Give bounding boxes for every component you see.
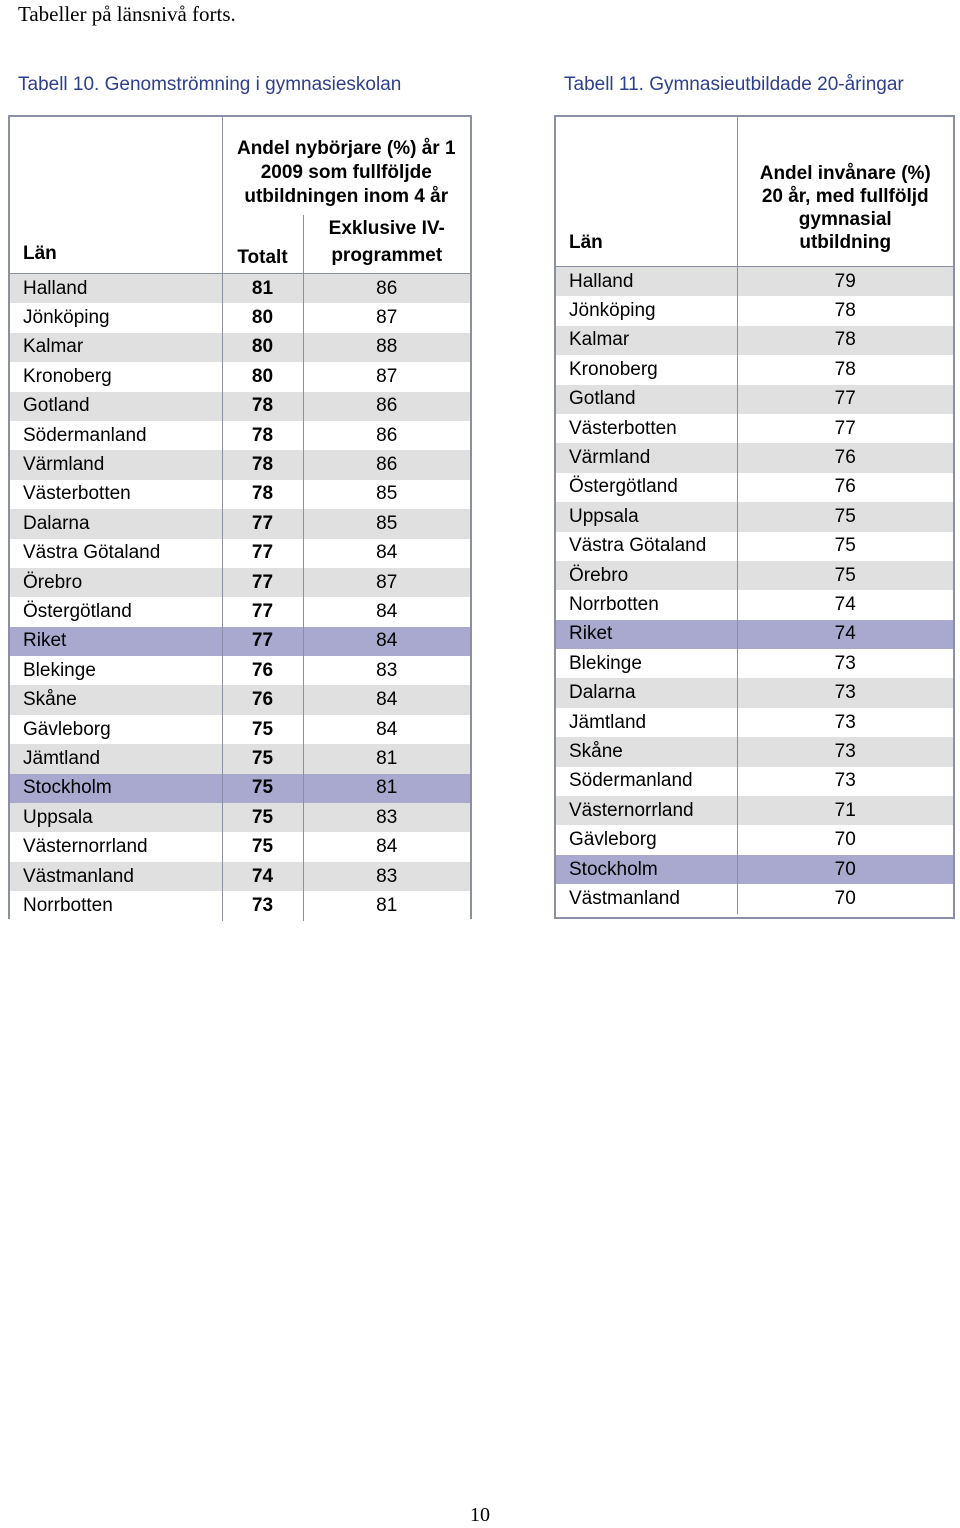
cell-lan: Värmland [556,443,737,472]
table-11-grid [556,117,953,914]
cell-exklusive: 84 [303,715,470,744]
cell-lan: Blekinge [10,656,222,685]
table-row [10,392,470,421]
table-row [10,774,470,803]
cell-totalt: 80 [222,362,303,391]
cell-exklusive: 83 [303,656,470,685]
cell-lan: Riket [556,620,737,649]
cell-lan: Halland [10,274,222,304]
cell-andel: 78 [737,326,953,355]
cell-exklusive: 87 [303,362,470,391]
cell-totalt: 76 [222,685,303,714]
page-heading: Tabeller på länsnivå forts. [18,2,236,26]
cell-exklusive: 86 [303,274,470,304]
cell-totalt: 78 [222,480,303,509]
cell-lan: Östergötland [10,597,222,626]
table-row [556,708,953,737]
table-row [556,473,953,502]
cell-lan: Jönköping [10,303,222,332]
cell-lan: Västerbotten [10,480,222,509]
cell-andel: 70 [737,884,953,913]
cell-totalt: 75 [222,803,303,832]
cell-exklusive: 86 [303,421,470,450]
cell-lan: Kalmar [10,333,222,362]
cell-lan: Kronoberg [556,355,737,384]
cell-andel: 74 [737,620,953,649]
cell-totalt: 77 [222,539,303,568]
cell-lan: Dalarna [556,678,737,707]
cell-totalt: 80 [222,303,303,332]
header-group: Andel nybörjare (%) år 1 2009 som fullföljde utbildningen inom 4 år [222,117,470,215]
cell-totalt: 75 [222,715,303,744]
table-row [556,502,953,531]
table-row [10,715,470,744]
table-row [556,884,953,913]
table-11 [554,115,955,919]
cell-andel: 73 [737,708,953,737]
cell-exklusive: 84 [303,832,470,861]
table-row [556,855,953,884]
cell-exklusive: 86 [303,392,470,421]
cell-andel: 73 [737,737,953,766]
cell-lan: Örebro [556,561,737,590]
header-totalt: Totalt [222,215,303,274]
cell-totalt: 77 [222,627,303,656]
cell-lan: Västmanland [556,884,737,913]
cell-andel: 73 [737,649,953,678]
table-row [10,303,470,332]
cell-lan: Dalarna [10,509,222,538]
cell-lan: Jämtland [10,744,222,773]
cell-exklusive: 83 [303,803,470,832]
cell-andel: 77 [737,414,953,443]
cell-lan: Halland [556,267,737,297]
header-lan: Län [10,117,222,274]
table-11-title: Tabell 11. Gymnasieutbildade 20-åringar [564,74,904,95]
cell-totalt: 81 [222,274,303,304]
table-row [556,620,953,649]
table-row [556,737,953,766]
cell-lan: Jämtland [556,708,737,737]
cell-exklusive: 87 [303,568,470,597]
page-number: 10 [470,1504,490,1526]
cell-exklusive: 84 [303,597,470,626]
cell-exklusive: 81 [303,774,470,803]
cell-totalt: 77 [222,568,303,597]
cell-exklusive: 85 [303,509,470,538]
cell-exklusive: 86 [303,450,470,479]
cell-totalt: 74 [222,862,303,891]
table-row [556,296,953,325]
cell-exklusive: 83 [303,862,470,891]
cell-lan: Gotland [10,392,222,421]
cell-andel: 79 [737,267,953,297]
table-row [10,509,470,538]
cell-exklusive: 81 [303,744,470,773]
cell-lan: Östergötland [556,473,737,502]
cell-lan: Blekinge [556,649,737,678]
table-row [556,767,953,796]
cell-lan: Västmanland [10,862,222,891]
cell-lan: Skåne [10,685,222,714]
cell-totalt: 75 [222,832,303,861]
cell-lan: Uppsala [556,502,737,531]
cell-exklusive: 84 [303,539,470,568]
table-row [10,421,470,450]
cell-lan: Gotland [556,385,737,414]
cell-lan: Södermanland [556,767,737,796]
cell-totalt: 75 [222,774,303,803]
cell-lan: Skåne [556,737,737,766]
cell-andel: 73 [737,678,953,707]
table-row [556,649,953,678]
table-row [10,362,470,391]
cell-lan: Värmland [10,450,222,479]
cell-andel: 70 [737,855,953,884]
table-row [556,678,953,707]
cell-lan: Västra Götaland [10,539,222,568]
cell-totalt: 76 [222,656,303,685]
cell-andel: 70 [737,825,953,854]
cell-totalt: 78 [222,450,303,479]
cell-lan: Södermanland [10,421,222,450]
cell-lan: Gävleborg [10,715,222,744]
table-row [10,450,470,479]
cell-totalt: 78 [222,421,303,450]
table-row [556,326,953,355]
table-row [10,862,470,891]
cell-lan: Västernorrland [10,832,222,861]
table-row [556,414,953,443]
table-row [556,385,953,414]
cell-totalt: 77 [222,509,303,538]
table-row [556,443,953,472]
table-row [10,627,470,656]
cell-lan: Gävleborg [556,825,737,854]
cell-andel: 75 [737,561,953,590]
table-row [10,891,470,920]
table-row [556,796,953,825]
cell-andel: 75 [737,502,953,531]
cell-lan: Stockholm [556,855,737,884]
cell-totalt: 73 [222,891,303,920]
cell-lan: Norrbotten [10,891,222,920]
cell-andel: 75 [737,532,953,561]
cell-andel: 74 [737,590,953,619]
cell-andel: 73 [737,767,953,796]
table-row [10,744,470,773]
cell-exklusive: 88 [303,333,470,362]
cell-exklusive: 81 [303,891,470,920]
cell-andel: 78 [737,355,953,384]
cell-andel: 76 [737,443,953,472]
table-10 [8,115,472,919]
table-10-title: Tabell 10. Genomströmning i gymnasieskolan [18,74,402,95]
table-row [10,832,470,861]
table-row [10,685,470,714]
cell-lan: Västra Götaland [556,532,737,561]
cell-totalt: 75 [222,744,303,773]
cell-exklusive: 87 [303,303,470,332]
cell-lan: Riket [10,627,222,656]
cell-exklusive: 85 [303,480,470,509]
header-exklusive: Exklusive IV-programmet [303,215,470,274]
cell-totalt: 77 [222,597,303,626]
cell-lan: Örebro [10,568,222,597]
table-row [10,597,470,626]
cell-totalt: 80 [222,333,303,362]
cell-lan: Kronoberg [10,362,222,391]
cell-exklusive: 84 [303,627,470,656]
table-row [10,803,470,832]
table-row [556,825,953,854]
cell-lan: Kalmar [556,326,737,355]
table-10-grid [10,117,470,921]
cell-andel: 77 [737,385,953,414]
cell-lan: Västernorrland [556,796,737,825]
cell-lan: Uppsala [10,803,222,832]
cell-exklusive: 84 [303,685,470,714]
cell-lan: Västerbotten [556,414,737,443]
table-row [10,568,470,597]
table-row [10,656,470,685]
header-andel: Andel invånare (%) 20 år, med fullföljd gymnasial utbildning [737,117,953,267]
table-row [10,539,470,568]
header-lan: Län [556,117,737,267]
cell-lan: Stockholm [10,774,222,803]
table-row [556,561,953,590]
table-row [10,333,470,362]
table-row [556,590,953,619]
cell-andel: 76 [737,473,953,502]
table-row [556,267,953,297]
cell-lan: Norrbotten [556,590,737,619]
cell-lan: Jönköping [556,296,737,325]
table-row [556,355,953,384]
table-row [10,480,470,509]
table-row [556,532,953,561]
cell-totalt: 78 [222,392,303,421]
cell-andel: 71 [737,796,953,825]
cell-andel: 78 [737,296,953,325]
table-row [10,274,470,304]
